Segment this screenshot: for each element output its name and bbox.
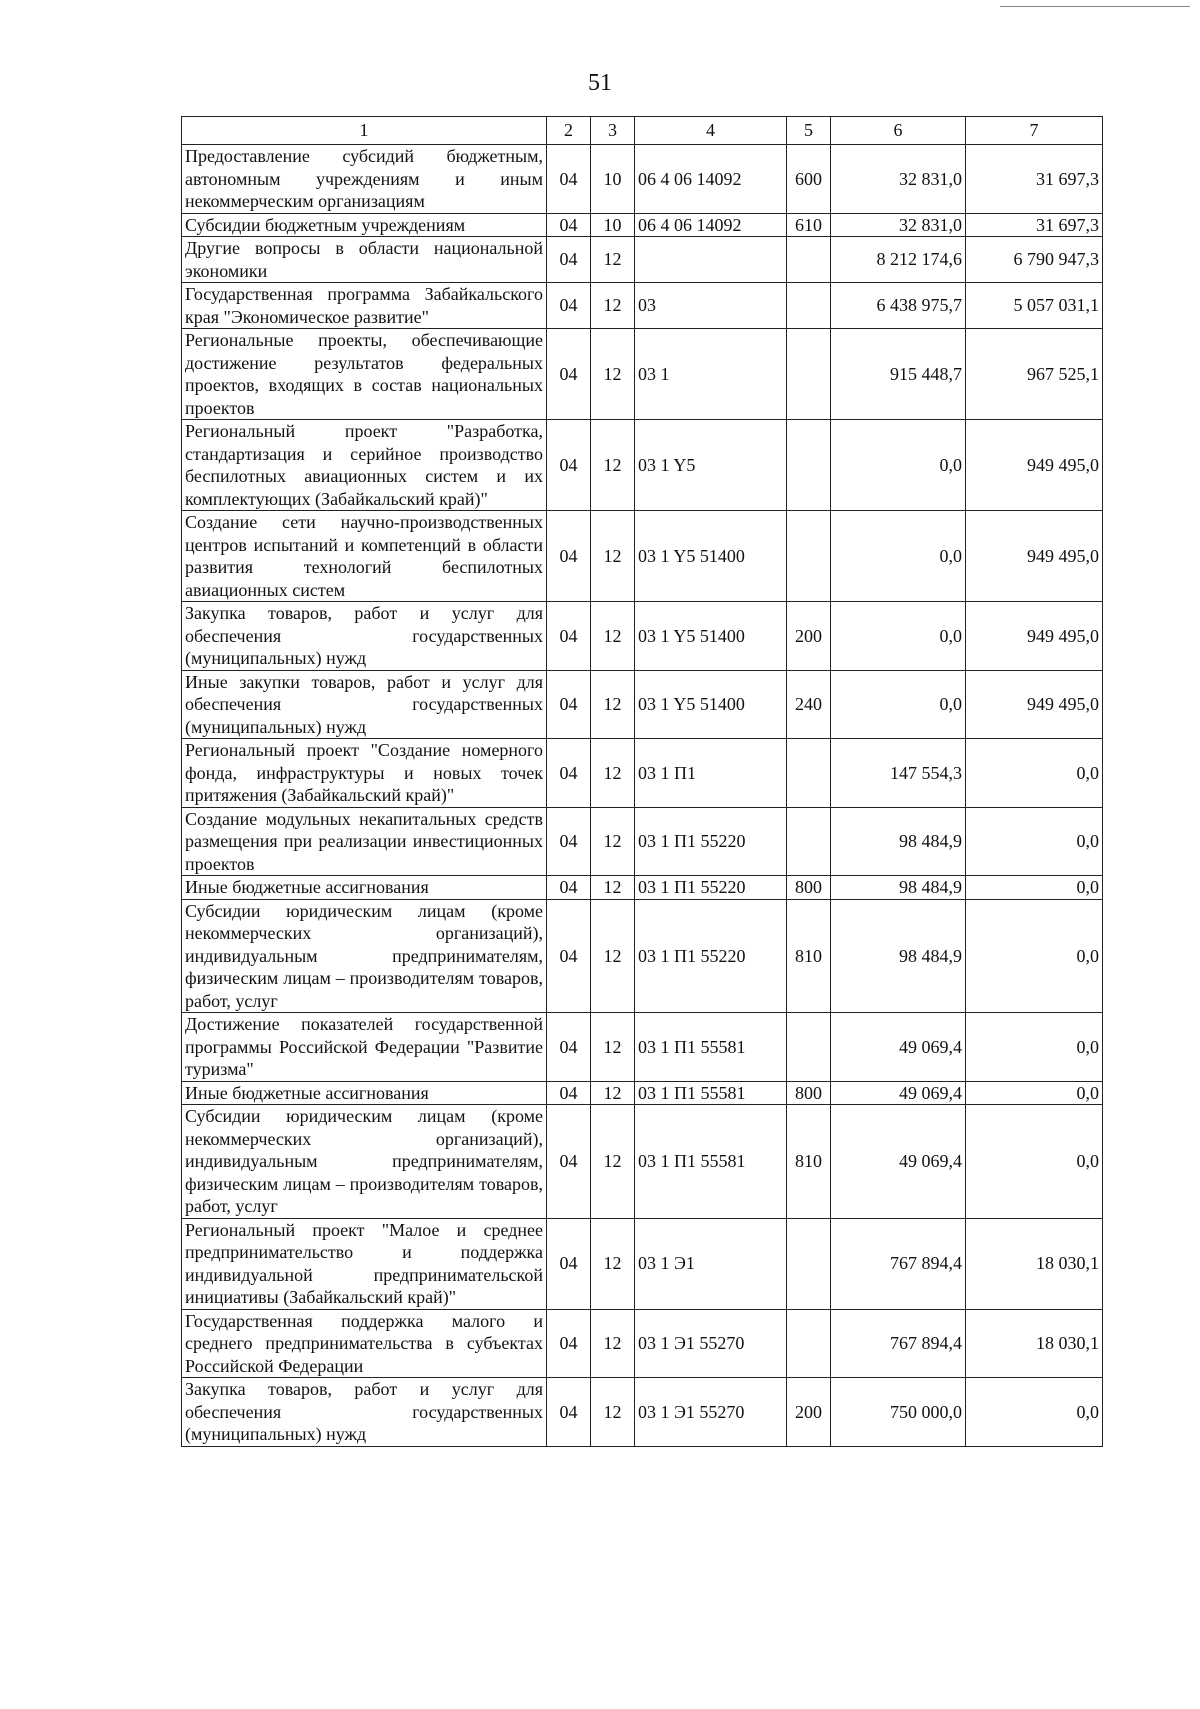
row-name: Иные бюджетные ассигнования xyxy=(182,1081,547,1105)
amount-col6: 0,0 xyxy=(831,511,966,602)
table-row xyxy=(182,1105,1103,1219)
expense-type-code: 610 xyxy=(787,213,831,237)
header-cell: 5 xyxy=(787,117,831,145)
expense-type-code xyxy=(787,511,831,602)
row-name: Иные закупки товаров, работ и услуг для обеспечения государственных (муниципальных) нужд xyxy=(182,670,547,739)
table-row xyxy=(182,213,1103,237)
row-name: Достижение показателей государственной программы Российской Федерации "Развитие туризма" xyxy=(182,1013,547,1082)
subsection-code: 12 xyxy=(591,1378,635,1447)
header-cell: 3 xyxy=(591,117,635,145)
header-cell: 4 xyxy=(635,117,787,145)
amount-col7: 949 495,0 xyxy=(966,420,1103,511)
section-code: 04 xyxy=(547,1013,591,1082)
target-article-code: 03 1 П1 55220 xyxy=(635,899,787,1013)
section-code: 04 xyxy=(547,283,591,329)
subsection-code: 12 xyxy=(591,329,635,420)
table-row xyxy=(182,1218,1103,1309)
table-row xyxy=(182,670,1103,739)
amount-col7: 949 495,0 xyxy=(966,670,1103,739)
amount-col6: 6 438 975,7 xyxy=(831,283,966,329)
section-code: 04 xyxy=(547,1378,591,1447)
table-row xyxy=(182,145,1103,214)
row-name: Субсидии юридическим лицам (кроме некоммерческих организаций), индивидуальным предпринимателям, физическим лицам – производителям товаров, работ, услуг xyxy=(182,1105,547,1219)
amount-col6: 750 000,0 xyxy=(831,1378,966,1447)
table-row xyxy=(182,876,1103,900)
amount-col7: 0,0 xyxy=(966,899,1103,1013)
row-name: Создание сети научно-производственных центров испытаний и компетенций в области развития технологий беспилотных авиационных систем xyxy=(182,511,547,602)
amount-col7: 0,0 xyxy=(966,739,1103,808)
expense-type-code: 800 xyxy=(787,1081,831,1105)
expense-type-code: 200 xyxy=(787,602,831,671)
subsection-code: 12 xyxy=(591,876,635,900)
amount-col7: 0,0 xyxy=(966,1105,1103,1219)
target-article-code: 03 1 Э1 55270 xyxy=(635,1378,787,1447)
target-article-code xyxy=(635,237,787,283)
section-code: 04 xyxy=(547,670,591,739)
target-article-code: 03 1 П1 55581 xyxy=(635,1081,787,1105)
amount-col6: 8 212 174,6 xyxy=(831,237,966,283)
expense-type-code xyxy=(787,237,831,283)
section-code: 04 xyxy=(547,899,591,1013)
subsection-code: 12 xyxy=(591,420,635,511)
row-name: Региональный проект "Создание номерного фонда, инфраструктуры и новых точек притяжения (Забайкальский край)" xyxy=(182,739,547,808)
amount-col7: 0,0 xyxy=(966,876,1103,900)
row-name: Закупка товаров, работ и услуг для обеспечения государственных (муниципальных) нужд xyxy=(182,602,547,671)
target-article-code: 03 1 Э1 xyxy=(635,1218,787,1309)
expense-type-code xyxy=(787,1013,831,1082)
section-code: 04 xyxy=(547,511,591,602)
row-name: Региональные проекты, обеспечивающие достижение результатов федеральных проектов, входящих в состав национальных проектов xyxy=(182,329,547,420)
section-code: 04 xyxy=(547,1309,591,1378)
expense-type-code xyxy=(787,329,831,420)
section-code: 04 xyxy=(547,602,591,671)
target-article-code: 03 1 П1 55220 xyxy=(635,807,787,876)
table-row xyxy=(182,1378,1103,1447)
expense-type-code xyxy=(787,283,831,329)
section-code: 04 xyxy=(547,739,591,808)
table-row xyxy=(182,237,1103,283)
target-article-code: 03 1 П1 55581 xyxy=(635,1105,787,1219)
subsection-code: 12 xyxy=(591,602,635,671)
amount-col6: 98 484,9 xyxy=(831,807,966,876)
amount-col6: 767 894,4 xyxy=(831,1218,966,1309)
amount-col7: 0,0 xyxy=(966,1013,1103,1082)
target-article-code: 06 4 06 14092 xyxy=(635,213,787,237)
amount-col6: 32 831,0 xyxy=(831,213,966,237)
amount-col6: 0,0 xyxy=(831,670,966,739)
subsection-code: 12 xyxy=(591,1105,635,1219)
amount-col6: 49 069,4 xyxy=(831,1081,966,1105)
expense-type-code xyxy=(787,1309,831,1378)
expense-type-code xyxy=(787,420,831,511)
budget-table xyxy=(181,116,1103,1447)
amount-col7: 0,0 xyxy=(966,1378,1103,1447)
header-cell: 6 xyxy=(831,117,966,145)
row-name: Государственная программа Забайкальского края "Экономическое развитие" xyxy=(182,283,547,329)
amount-col7: 6 790 947,3 xyxy=(966,237,1103,283)
row-name: Другие вопросы в области национальной экономики xyxy=(182,237,547,283)
target-article-code: 03 1 П1 xyxy=(635,739,787,808)
amount-col6: 147 554,3 xyxy=(831,739,966,808)
row-name: Предоставление субсидий бюджетным, автономным учреждениям и иным некоммерческим организациям xyxy=(182,145,547,214)
section-code: 04 xyxy=(547,237,591,283)
table-row xyxy=(182,1309,1103,1378)
expense-type-code xyxy=(787,807,831,876)
table-row xyxy=(182,283,1103,329)
row-name: Региональный проект "Разработка, стандартизация и серийное производство беспилотных авиационных систем и их комплектующих (Забайкальский край)" xyxy=(182,420,547,511)
amount-col7: 5 057 031,1 xyxy=(966,283,1103,329)
target-article-code: 03 1 Y5 xyxy=(635,420,787,511)
section-code: 04 xyxy=(547,145,591,214)
subsection-code: 12 xyxy=(591,1218,635,1309)
amount-col7: 31 697,3 xyxy=(966,145,1103,214)
amount-col7: 18 030,1 xyxy=(966,1218,1103,1309)
expense-type-code xyxy=(787,1218,831,1309)
expense-type-code: 600 xyxy=(787,145,831,214)
expense-type-code xyxy=(787,739,831,808)
amount-col6: 49 069,4 xyxy=(831,1105,966,1219)
section-code: 04 xyxy=(547,1081,591,1105)
expense-type-code: 810 xyxy=(787,899,831,1013)
subsection-code: 12 xyxy=(591,283,635,329)
section-code: 04 xyxy=(547,807,591,876)
subsection-code: 12 xyxy=(591,237,635,283)
subsection-code: 12 xyxy=(591,899,635,1013)
table-row xyxy=(182,1081,1103,1105)
section-code: 04 xyxy=(547,1105,591,1219)
section-code: 04 xyxy=(547,876,591,900)
amount-col6: 49 069,4 xyxy=(831,1013,966,1082)
row-name: Закупка товаров, работ и услуг для обеспечения государственных (муниципальных) нужд xyxy=(182,1378,547,1447)
expense-type-code: 800 xyxy=(787,876,831,900)
target-article-code: 03 1 Y5 51400 xyxy=(635,670,787,739)
target-article-code: 03 1 Y5 51400 xyxy=(635,511,787,602)
header-cell: 1 xyxy=(182,117,547,145)
page-number: 51 xyxy=(588,70,612,96)
target-article-code: 03 xyxy=(635,283,787,329)
subsection-code: 12 xyxy=(591,670,635,739)
target-article-code: 03 1 П1 55220 xyxy=(635,876,787,900)
target-article-code: 03 1 Э1 55270 xyxy=(635,1309,787,1378)
amount-col7: 18 030,1 xyxy=(966,1309,1103,1378)
row-name: Субсидии юридическим лицам (кроме некоммерческих организаций), индивидуальным предпринимателям, физическим лицам – производителям товаров, работ, услуг xyxy=(182,899,547,1013)
scan-edge-line xyxy=(1000,6,1190,7)
table-header-row xyxy=(182,117,1103,145)
amount-col6: 98 484,9 xyxy=(831,899,966,1013)
target-article-code: 06 4 06 14092 xyxy=(635,145,787,214)
table-row xyxy=(182,1013,1103,1082)
subsection-code: 12 xyxy=(591,1081,635,1105)
expense-type-code: 810 xyxy=(787,1105,831,1219)
amount-col7: 949 495,0 xyxy=(966,602,1103,671)
expense-type-code: 240 xyxy=(787,670,831,739)
subsection-code: 12 xyxy=(591,511,635,602)
amount-col7: 0,0 xyxy=(966,807,1103,876)
expense-type-code: 200 xyxy=(787,1378,831,1447)
subsection-code: 12 xyxy=(591,739,635,808)
row-name: Субсидии бюджетным учреждениям xyxy=(182,213,547,237)
row-name: Иные бюджетные ассигнования xyxy=(182,876,547,900)
amount-col6: 98 484,9 xyxy=(831,876,966,900)
subsection-code: 12 xyxy=(591,1013,635,1082)
row-name: Региональный проект "Малое и среднее предпринимательство и поддержка индивидуальной предпринимательской инициативы (Забайкальский край)" xyxy=(182,1218,547,1309)
header-cell: 2 xyxy=(547,117,591,145)
amount-col7: 31 697,3 xyxy=(966,213,1103,237)
table-row xyxy=(182,420,1103,511)
section-code: 04 xyxy=(547,329,591,420)
table-row xyxy=(182,602,1103,671)
row-name: Государственная поддержка малого и среднего предпринимательства в субъектах Российской Федерации xyxy=(182,1309,547,1378)
target-article-code: 03 1 П1 55581 xyxy=(635,1013,787,1082)
subsection-code: 10 xyxy=(591,213,635,237)
amount-col7: 949 495,0 xyxy=(966,511,1103,602)
row-name: Создание модульных некапитальных средств размещения при реализации инвестиционных проектов xyxy=(182,807,547,876)
amount-col6: 0,0 xyxy=(831,420,966,511)
table-row xyxy=(182,329,1103,420)
subsection-code: 12 xyxy=(591,807,635,876)
header-cell: 7 xyxy=(966,117,1103,145)
amount-col6: 32 831,0 xyxy=(831,145,966,214)
subsection-code: 10 xyxy=(591,145,635,214)
table-row xyxy=(182,807,1103,876)
amount-col6: 0,0 xyxy=(831,602,966,671)
target-article-code: 03 1 Y5 51400 xyxy=(635,602,787,671)
amount-col7: 967 525,1 xyxy=(966,329,1103,420)
table-row xyxy=(182,511,1103,602)
amount-col6: 767 894,4 xyxy=(831,1309,966,1378)
section-code: 04 xyxy=(547,1218,591,1309)
section-code: 04 xyxy=(547,213,591,237)
table-row xyxy=(182,739,1103,808)
subsection-code: 12 xyxy=(591,1309,635,1378)
section-code: 04 xyxy=(547,420,591,511)
table-row xyxy=(182,899,1103,1013)
amount-col6: 915 448,7 xyxy=(831,329,966,420)
amount-col7: 0,0 xyxy=(966,1081,1103,1105)
target-article-code: 03 1 xyxy=(635,329,787,420)
